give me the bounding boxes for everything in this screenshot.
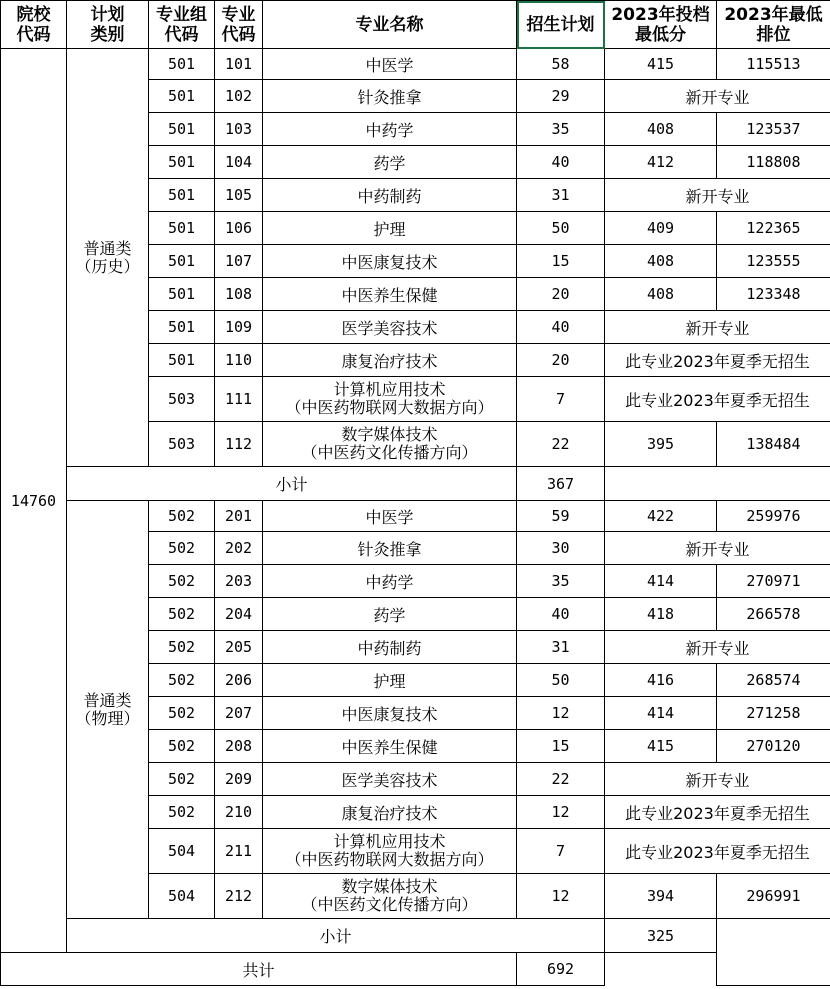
min-rank-cell[interactable]: 138484 bbox=[717, 422, 830, 467]
major-code-cell[interactable]: 203 bbox=[215, 565, 263, 598]
major-code-cell[interactable]: 207 bbox=[215, 697, 263, 730]
major-name-cell[interactable]: 中药制药 bbox=[263, 179, 517, 212]
enroll-plan-cell[interactable]: 22 bbox=[517, 763, 605, 796]
min-score-cell[interactable]: 395 bbox=[605, 422, 717, 467]
min-rank-cell[interactable]: 296991 bbox=[717, 874, 830, 919]
note-cell[interactable]: 此专业2023年夏季无招生 bbox=[605, 377, 830, 422]
group-code-cell[interactable]: 501 bbox=[149, 146, 215, 179]
enroll-plan-cell[interactable]: 40 bbox=[517, 311, 605, 344]
major-code-cell[interactable]: 202 bbox=[215, 532, 263, 565]
major-name-cell[interactable]: 医学美容技术 bbox=[263, 311, 517, 344]
major-code-cell[interactable]: 101 bbox=[215, 49, 263, 80]
major-code-cell[interactable]: 212 bbox=[215, 874, 263, 919]
table-row bbox=[1, 501, 830, 532]
major-name-cell[interactable]: 药学 bbox=[263, 598, 517, 631]
major-name-cell[interactable]: 中医学 bbox=[263, 501, 517, 532]
group-code-cell[interactable]: 501 bbox=[149, 179, 215, 212]
major-code-cell[interactable]: 205 bbox=[215, 631, 263, 664]
group-code-cell[interactable]: 501 bbox=[149, 311, 215, 344]
min-score-cell[interactable]: 409 bbox=[605, 212, 717, 245]
major-code-cell[interactable]: 112 bbox=[215, 422, 263, 467]
major-name-cell[interactable]: 中药学 bbox=[263, 565, 517, 598]
min-rank-cell[interactable]: 118808 bbox=[717, 146, 830, 179]
major-code-cell[interactable]: 107 bbox=[215, 245, 263, 278]
major-name-cell[interactable]: 护理 bbox=[263, 212, 517, 245]
header-enroll-plan[interactable]: 招生计划 bbox=[517, 1, 605, 49]
min-rank-cell[interactable]: 266578 bbox=[717, 598, 830, 631]
enroll-plan-cell[interactable]: 20 bbox=[517, 344, 605, 377]
major-name-cell[interactable]: 中药制药 bbox=[263, 631, 517, 664]
major-code-cell[interactable]: 201 bbox=[215, 501, 263, 532]
group-code-cell[interactable]: 502 bbox=[149, 796, 215, 829]
group-code-cell[interactable]: 504 bbox=[149, 874, 215, 919]
major-code-cell[interactable]: 110 bbox=[215, 344, 263, 377]
note-cell[interactable]: 此专业2023年夏季无招生 bbox=[605, 829, 830, 874]
group-code-cell[interactable]: 503 bbox=[149, 422, 215, 467]
min-rank-cell[interactable]: 270120 bbox=[717, 730, 830, 763]
major-code-cell[interactable]: 105 bbox=[215, 179, 263, 212]
min-score-cell[interactable]: 408 bbox=[605, 245, 717, 278]
major-name-cell[interactable]: 计算机应用技术 （中医药物联网大数据方向） bbox=[263, 829, 517, 874]
major-code-cell[interactable]: 211 bbox=[215, 829, 263, 874]
major-name-cell[interactable]: 护理 bbox=[263, 664, 517, 697]
enroll-plan-cell[interactable]: 35 bbox=[517, 565, 605, 598]
subtotal-label[interactable]: 小计 bbox=[67, 919, 605, 953]
group-code-cell[interactable]: 501 bbox=[149, 212, 215, 245]
group-code-cell[interactable]: 501 bbox=[149, 80, 215, 113]
major-code-cell[interactable]: 111 bbox=[215, 377, 263, 422]
note-cell[interactable]: 新开专业 bbox=[605, 311, 830, 344]
enroll-plan-cell[interactable]: 40 bbox=[517, 146, 605, 179]
major-name-cell[interactable]: 数字媒体技术 （中医药文化传播方向） bbox=[263, 874, 517, 919]
major-name-cell[interactable]: 中医养生保健 bbox=[263, 278, 517, 311]
group-code-cell[interactable]: 504 bbox=[149, 829, 215, 874]
header-major-name[interactable]: 专业名称 bbox=[263, 1, 517, 49]
group-code-cell[interactable]: 502 bbox=[149, 763, 215, 796]
major-name-cell[interactable]: 康复治疗技术 bbox=[263, 796, 517, 829]
group-code-cell[interactable]: 501 bbox=[149, 49, 215, 80]
group-code-cell[interactable]: 502 bbox=[149, 631, 215, 664]
enroll-plan-cell[interactable]: 31 bbox=[517, 631, 605, 664]
major-code-cell[interactable]: 209 bbox=[215, 763, 263, 796]
major-code-cell[interactable]: 109 bbox=[215, 311, 263, 344]
group-code-cell[interactable]: 501 bbox=[149, 245, 215, 278]
note-cell[interactable]: 此专业2023年夏季无招生 bbox=[605, 344, 830, 377]
enroll-plan-cell[interactable]: 31 bbox=[517, 179, 605, 212]
min-score-cell[interactable]: 408 bbox=[605, 113, 717, 146]
min-rank-cell[interactable]: 123537 bbox=[717, 113, 830, 146]
note-cell[interactable]: 新开专业 bbox=[605, 179, 830, 212]
major-name-cell[interactable]: 中医养生保健 bbox=[263, 730, 517, 763]
min-rank-cell[interactable]: 268574 bbox=[717, 664, 830, 697]
min-score-cell[interactable]: 415 bbox=[605, 730, 717, 763]
group-code-cell[interactable]: 503 bbox=[149, 377, 215, 422]
major-code-cell[interactable]: 206 bbox=[215, 664, 263, 697]
min-rank-cell[interactable]: 122365 bbox=[717, 212, 830, 245]
note-cell[interactable]: 新开专业 bbox=[605, 763, 830, 796]
subtotal-row bbox=[1, 467, 830, 501]
subtotal-value[interactable]: 325 bbox=[605, 919, 717, 953]
school-code-cell[interactable]: 14760 bbox=[1, 49, 67, 953]
table-row bbox=[1, 49, 830, 80]
header-school-code[interactable]: 院校 代码 bbox=[1, 1, 67, 49]
major-name-cell[interactable]: 药学 bbox=[263, 146, 517, 179]
table-body bbox=[1, 49, 830, 986]
enroll-plan-cell[interactable]: 7 bbox=[517, 377, 605, 422]
major-code-cell[interactable]: 106 bbox=[215, 212, 263, 245]
note-cell[interactable]: 新开专业 bbox=[605, 532, 830, 565]
enroll-plan-cell[interactable]: 40 bbox=[517, 598, 605, 631]
note-cell[interactable]: 新开专业 bbox=[605, 631, 830, 664]
group-code-cell[interactable]: 502 bbox=[149, 565, 215, 598]
major-name-cell[interactable]: 针灸推拿 bbox=[263, 80, 517, 113]
min-score-cell[interactable]: 408 bbox=[605, 278, 717, 311]
min-score-cell[interactable]: 414 bbox=[605, 565, 717, 598]
header-plan-type[interactable]: 计划 类别 bbox=[67, 1, 149, 49]
enroll-plan-cell[interactable]: 50 bbox=[517, 664, 605, 697]
group-code-cell[interactable]: 501 bbox=[149, 278, 215, 311]
min-rank-cell[interactable]: 123555 bbox=[717, 245, 830, 278]
min-rank-cell[interactable]: 271258 bbox=[717, 697, 830, 730]
major-name-cell[interactable]: 中药学 bbox=[263, 113, 517, 146]
enroll-plan-cell[interactable]: 35 bbox=[517, 113, 605, 146]
summary-blank[interactable] bbox=[717, 919, 830, 986]
major-name-cell[interactable]: 针灸推拿 bbox=[263, 532, 517, 565]
major-name-cell[interactable]: 康复治疗技术 bbox=[263, 344, 517, 377]
min-rank-cell[interactable]: 115513 bbox=[717, 49, 830, 80]
total-row bbox=[1, 953, 830, 986]
major-name-cell[interactable]: 中医学 bbox=[263, 49, 517, 80]
subtotal-value[interactable]: 367 bbox=[517, 467, 605, 501]
min-score-cell[interactable]: 412 bbox=[605, 146, 717, 179]
major-code-cell[interactable]: 103 bbox=[215, 113, 263, 146]
min-rank-cell[interactable]: 270971 bbox=[717, 565, 830, 598]
group-code-cell[interactable]: 502 bbox=[149, 730, 215, 763]
group-code-cell[interactable]: 502 bbox=[149, 598, 215, 631]
enroll-plan-cell[interactable]: 7 bbox=[517, 829, 605, 874]
group-code-cell[interactable]: 502 bbox=[149, 697, 215, 730]
major-code-cell[interactable]: 204 bbox=[215, 598, 263, 631]
enroll-plan-cell[interactable]: 50 bbox=[517, 212, 605, 245]
note-cell[interactable]: 新开专业 bbox=[605, 80, 830, 113]
total-value[interactable]: 692 bbox=[517, 953, 605, 986]
subtotal-row bbox=[1, 919, 830, 953]
header-row bbox=[1, 1, 830, 49]
major-code-cell[interactable]: 108 bbox=[215, 278, 263, 311]
major-code-cell[interactable]: 208 bbox=[215, 730, 263, 763]
header-group-code[interactable]: 专业组 代码 bbox=[149, 1, 215, 49]
enroll-plan-cell[interactable]: 30 bbox=[517, 532, 605, 565]
min-rank-cell[interactable]: 123348 bbox=[717, 278, 830, 311]
min-score-cell[interactable]: 415 bbox=[605, 49, 717, 80]
major-code-cell[interactable]: 104 bbox=[215, 146, 263, 179]
major-name-cell[interactable]: 计算机应用技术 （中医药物联网大数据方向） bbox=[263, 377, 517, 422]
plan-type-cell[interactable]: 普通类 （历史） bbox=[67, 49, 149, 467]
enroll-plan-cell[interactable]: 15 bbox=[517, 730, 605, 763]
header-min-rank[interactable]: 2023年最低 排位 bbox=[717, 1, 830, 49]
major-name-cell[interactable]: 医学美容技术 bbox=[263, 763, 517, 796]
min-score-cell[interactable]: 422 bbox=[605, 501, 717, 532]
subtotal-blank[interactable] bbox=[605, 467, 830, 501]
enroll-plan-cell[interactable]: 59 bbox=[517, 501, 605, 532]
min-score-cell[interactable]: 414 bbox=[605, 697, 717, 730]
total-label[interactable]: 共计 bbox=[1, 953, 517, 986]
major-code-cell[interactable]: 102 bbox=[215, 80, 263, 113]
min-rank-cell[interactable]: 259976 bbox=[717, 501, 830, 532]
enroll-plan-cell[interactable]: 22 bbox=[517, 422, 605, 467]
enroll-plan-cell[interactable]: 29 bbox=[517, 80, 605, 113]
major-name-cell[interactable]: 数字媒体技术 （中医药文化传播方向） bbox=[263, 422, 517, 467]
group-code-cell[interactable]: 501 bbox=[149, 344, 215, 377]
header-major-code[interactable]: 专业 代码 bbox=[215, 1, 263, 49]
subtotal-label[interactable]: 小计 bbox=[67, 467, 517, 501]
major-name-cell[interactable]: 中医康复技术 bbox=[263, 697, 517, 730]
major-code-cell[interactable]: 210 bbox=[215, 796, 263, 829]
group-code-cell[interactable]: 502 bbox=[149, 501, 215, 532]
group-code-cell[interactable]: 502 bbox=[149, 532, 215, 565]
min-score-cell[interactable]: 394 bbox=[605, 874, 717, 919]
header-min-score[interactable]: 2023年投档 最低分 bbox=[605, 1, 717, 49]
enroll-plan-cell[interactable]: 12 bbox=[517, 796, 605, 829]
min-score-cell[interactable]: 416 bbox=[605, 664, 717, 697]
enroll-plan-cell[interactable]: 20 bbox=[517, 278, 605, 311]
enroll-plan-cell[interactable]: 12 bbox=[517, 697, 605, 730]
plan-type-cell[interactable]: 普通类 （物理） bbox=[67, 501, 149, 919]
major-name-cell[interactable]: 中医康复技术 bbox=[263, 245, 517, 278]
note-cell[interactable]: 此专业2023年夏季无招生 bbox=[605, 796, 830, 829]
enroll-plan-cell[interactable]: 12 bbox=[517, 874, 605, 919]
group-code-cell[interactable]: 501 bbox=[149, 113, 215, 146]
group-code-cell[interactable]: 502 bbox=[149, 664, 215, 697]
enroll-plan-cell[interactable]: 15 bbox=[517, 245, 605, 278]
min-score-cell[interactable]: 418 bbox=[605, 598, 717, 631]
enroll-plan-cell[interactable]: 58 bbox=[517, 49, 605, 80]
